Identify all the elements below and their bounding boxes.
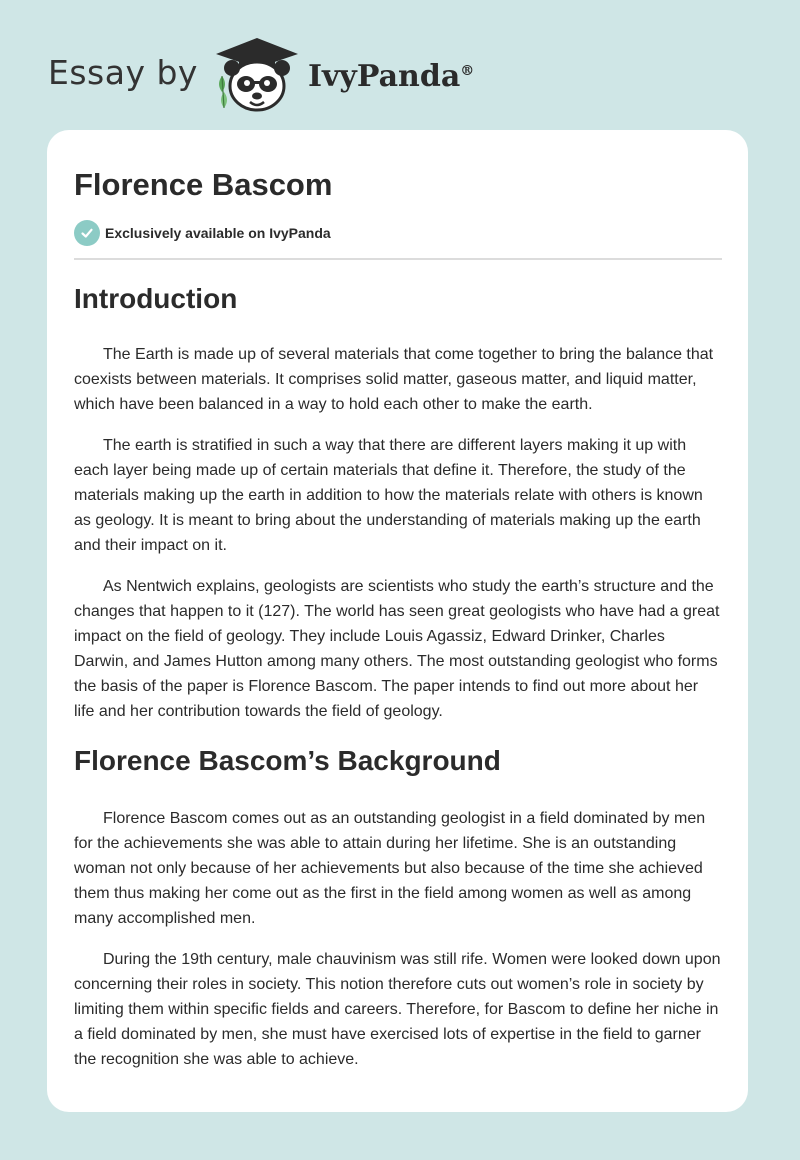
section-heading-background: Florence Bascom’s Background bbox=[74, 745, 501, 776]
brand-name[interactable] bbox=[308, 59, 474, 94]
paragraph: During the 19th century, male chauvinism was still rife. Women were looked down upon concerning their roles in society. This notion therefore cuts out women’s role in society by limiting them within specific fields and careers. Therefore, for Bascom to define her niche in a field dominated by men, she must have exercised lots of expertise in the field to garner the recognition she was able to achieve. bbox=[74, 951, 721, 1068]
essay-card bbox=[47, 130, 748, 1112]
panda-graduate-icon[interactable] bbox=[212, 34, 302, 114]
paragraph: The earth is stratified in such a way that there are different layers making it up with each layer being made up of certain materials that define it. Therefore, the study of the materials making up the earth in addition to how the materials relate with others is known as geology. It is meant to bring about the understanding of materials making up the earth and their impact on it. bbox=[74, 437, 703, 554]
exclusive-badge bbox=[74, 220, 722, 246]
essay-by-label: Essay by bbox=[48, 52, 198, 92]
paragraph: The Earth is made up of several materials that come together to bring the balance that coexists between materials. It comprises solid matter, gaseous matter, and liquid matter, which have been balanced in a way to hold each other to make the earth. bbox=[74, 346, 714, 413]
paragraph: As Nentwich explains, geologists are scientists who study the earth’s structure and the changes that happen to it (127). The world has seen great geologists who have had a great impact on the field of geology. They include Louis Agassiz, Edward Drinker, Charles Darwin, and James Hutton among many others. The most outstanding geologist who forms the basis of the paper is Florence Bascom. The paper intends to find out more about her life and her contribution towards the field of geology. bbox=[74, 578, 720, 720]
brand-label: IvyPanda bbox=[307, 58, 461, 94]
page-title: Florence Bascom bbox=[74, 167, 333, 202]
divider bbox=[74, 258, 722, 260]
section-heading-introduction: Introduction bbox=[74, 283, 238, 314]
check-circle-icon bbox=[74, 220, 100, 246]
site-header bbox=[48, 34, 474, 114]
registered-mark: ® bbox=[460, 62, 475, 79]
badge-label: Exclusively available on IvyPanda bbox=[105, 225, 331, 241]
paragraph: Florence Bascom comes out as an outstanding geologist in a field dominated by men for the achievements she was able to attain during her lifetime. She is an outstanding woman not only because of her achievements but also because of the time she achieved them thus making her come out as the first in the field among women as well as among many accomplished men. bbox=[74, 810, 706, 927]
